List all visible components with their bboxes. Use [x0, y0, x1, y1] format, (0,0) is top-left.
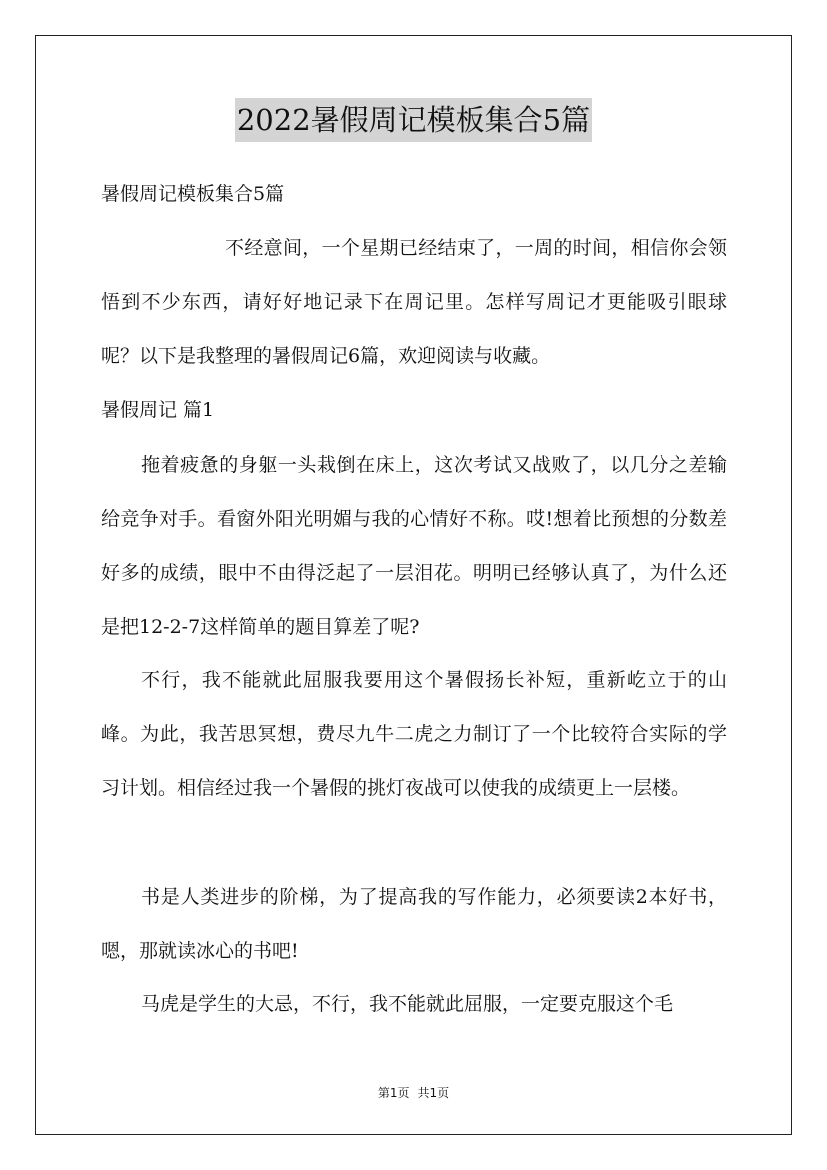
title-container [0, 98, 827, 142]
body-paragraph-1: 拖着疲惫的身躯一头栽倒在床上，这次考试又战败了，以几分之差输给竞争对手。看窗外阳光明媚与我的心情好不称。哎!想着比预想的分数差好多的成绩，眼中不由得泛起了一层泪花。明明已经够认真了，为什么还是把12-2-7这样简单的题目算差了呢? [101, 454, 727, 638]
page-total: 共1页 [417, 1086, 450, 1100]
body-paragraph-2: 不行，我不能就此屈服我要用这个暑假扬长补短，重新屹立于的山峰。为此，我苦思冥想，费尽九牛二虎之力制订了一个比较符合实际的学习计划。相信经过我一个暑假的挑灯夜战可以使我的成绩更上一层楼。 [101, 669, 727, 799]
document-title: 2022暑假周记模板集合5篇 [235, 98, 592, 142]
body-paragraph-4: 马虎是学生的大忌，不行，我不能就此屈服，一定要克服这个毛 [141, 993, 674, 1015]
section-heading: 暑假周记 篇1 [101, 399, 215, 421]
document-subtitle: 暑假周记模板集合5篇 [101, 183, 285, 205]
page-footer [0, 1084, 827, 1101]
intro-paragraph: 不经意间，一个星期已经结束了，一周的时间，相信你会领悟到不少东西，请好好地记录下在周记里。怎样写周记才更能吸引眼球呢？以下是我整理的暑假周记6篇，欢迎阅读与收藏。 [101, 237, 727, 367]
body-paragraph-3: 书是人类进步的阶梯，为了提高我的写作能力，必须要读2本好书，嗯，那就读冰心的书吧! [101, 886, 727, 962]
page-number: 第1页 [377, 1086, 410, 1100]
